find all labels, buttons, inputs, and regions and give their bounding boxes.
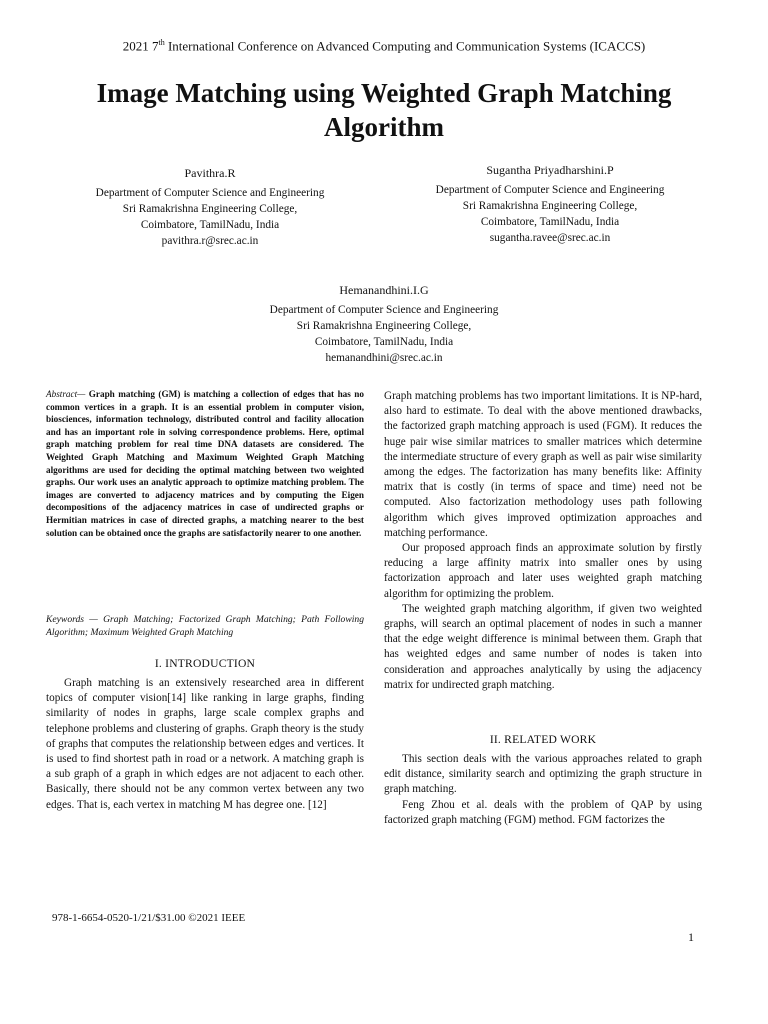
abstract-text: Graph matching (GM) is matching a collection of edges that has no common vertices in a graph. It is an essential problem in computer vision, biosciences, information technology, distributed control and facility allocation and has an important role in solving correspondence problems. Here, optimal graph matching problem for real time DNA datasets are considered. The Weighted Graph Matching and Maximum Weighted Graph Matching algorithms are used for deciding the optimal matching between two weighted graphs. Our work uses an analytic approach to optimize matching problem. The images are converted to adjacency matrices and by computing the Eigen decompositions of the adjacency matrices in case of undirected graphs or Hermitian matrices in case of directed graphs, a matching nearer to the best solution can be obtained once the graphs are satisfactorily nearer to one another. — [46, 389, 364, 538]
paragraph: Our proposed approach finds an approximate solution by firstly reducing a large affinity matrix into smaller ones by using factorization approach and later uses weighted graph matching algorithm for optimizing the problem. — [384, 542, 702, 600]
author-dept: Department of Computer Science and Engineering — [269, 304, 499, 316]
author-block-3 — [200, 282, 568, 366]
author-name: Sugantha Priyadharshini.P — [486, 163, 614, 177]
intro-paragraph: Graph matching is an extensively researched area in different topics of computer vision[14] like ranking in large graphs, finding similarity of nodes in graphs, large scale complex graphs and telephone problems and clustering of graphs. Graph theory is the study of graphs that computes the relationship between edges and vertices. It is used to find shortest path in road or a network. A matching graph is a sub graph of a graph in which edges are not adjacent to each other. Basically, there should not be any common vertex between any two edges. That is, each vertex in matching M has degree one. [12] — [46, 677, 364, 811]
right-column-text — [384, 389, 702, 693]
related-work-text — [384, 752, 702, 828]
author-name: Hemanandhini.I.G — [339, 283, 429, 297]
author-block-1 — [40, 165, 380, 249]
author-email: hemanandhini@srec.ac.in — [325, 352, 443, 364]
author-city: Coimbatore, TamilNadu, India — [314, 336, 454, 348]
paragraph: The weighted graph matching algorithm, if given two weighted graphs, will search an optimal placement of nodes in such a manner that the edge weight difference is minimal between them. Graph that has weighted edges and same number of nodes is taken into consideration and approaches analytically by using the adjacency matrix for undirected graph matching. — [384, 602, 702, 691]
author-city: Coimbatore, TamilNadu, India — [480, 216, 620, 228]
author-city: Coimbatore, TamilNadu, India — [140, 219, 280, 231]
author-block-2 — [380, 162, 720, 246]
copyright-footer: 978-1-6654-0520-1/21/$31.00 ©2021 IEEE — [52, 912, 246, 924]
author-email: sugantha.ravee@srec.ac.in — [489, 232, 611, 244]
author-name: Pavithra.R — [184, 166, 236, 180]
abstract-lead: Abstract— — [46, 389, 86, 399]
section-heading-introduction: I. INTRODUCTION — [154, 657, 256, 670]
page-number: 1 — [688, 930, 694, 944]
abstract — [46, 388, 364, 539]
author-college: Sri Ramakrishna Engineering College, — [122, 203, 298, 215]
author-dept: Department of Computer Science and Engineering — [435, 184, 665, 196]
paragraph: This section deals with the various approaches related to graph edit distance, similarity search and optimizing the graph structure in graph matching. — [384, 753, 702, 796]
paper-title: Image Matching using Weighted Graph Matching Algorithm — [96, 78, 672, 142]
keywords: Keywords — Graph Matching; Factorized Graph Matching; Path Following Algorithm; Maximum Weighted Graph Matching — [46, 614, 364, 638]
author-email: pavithra.r@srec.ac.in — [161, 235, 259, 247]
paragraph: Feng Zhou et al. deals with the problem of QAP by using factorized graph matching (FGM) method. FGM factorizes the — [384, 798, 702, 826]
author-college: Sri Ramakrishna Engineering College, — [296, 320, 472, 332]
paragraph: Graph matching problems has two important limitations. It is NP-hard, also hard to estimate. To deal with the above mentioned drawbacks, the factorized graph matching approach is used (FGM). It reduces the huge pair wise similar matrices to smaller matrices which determine the intermediate structure of every graph as well as pair wise similarity among the edges. The factorization has many benefits like: Affinity matrix that is costly (in terms of space and time) need not be computed. Also factorization methodology uses path following algorithm which gives improved optimization approaches and matching performance. — [384, 390, 702, 539]
section-heading-related-work: II. RELATED WORK — [489, 733, 597, 746]
author-college: Sri Ramakrishna Engineering College, — [462, 200, 638, 212]
conference-header: 2021 7th International Conference on Advanced Computing and Communication Systems (ICACCS) — [122, 38, 646, 54]
author-dept: Department of Computer Science and Engineering — [95, 187, 325, 199]
